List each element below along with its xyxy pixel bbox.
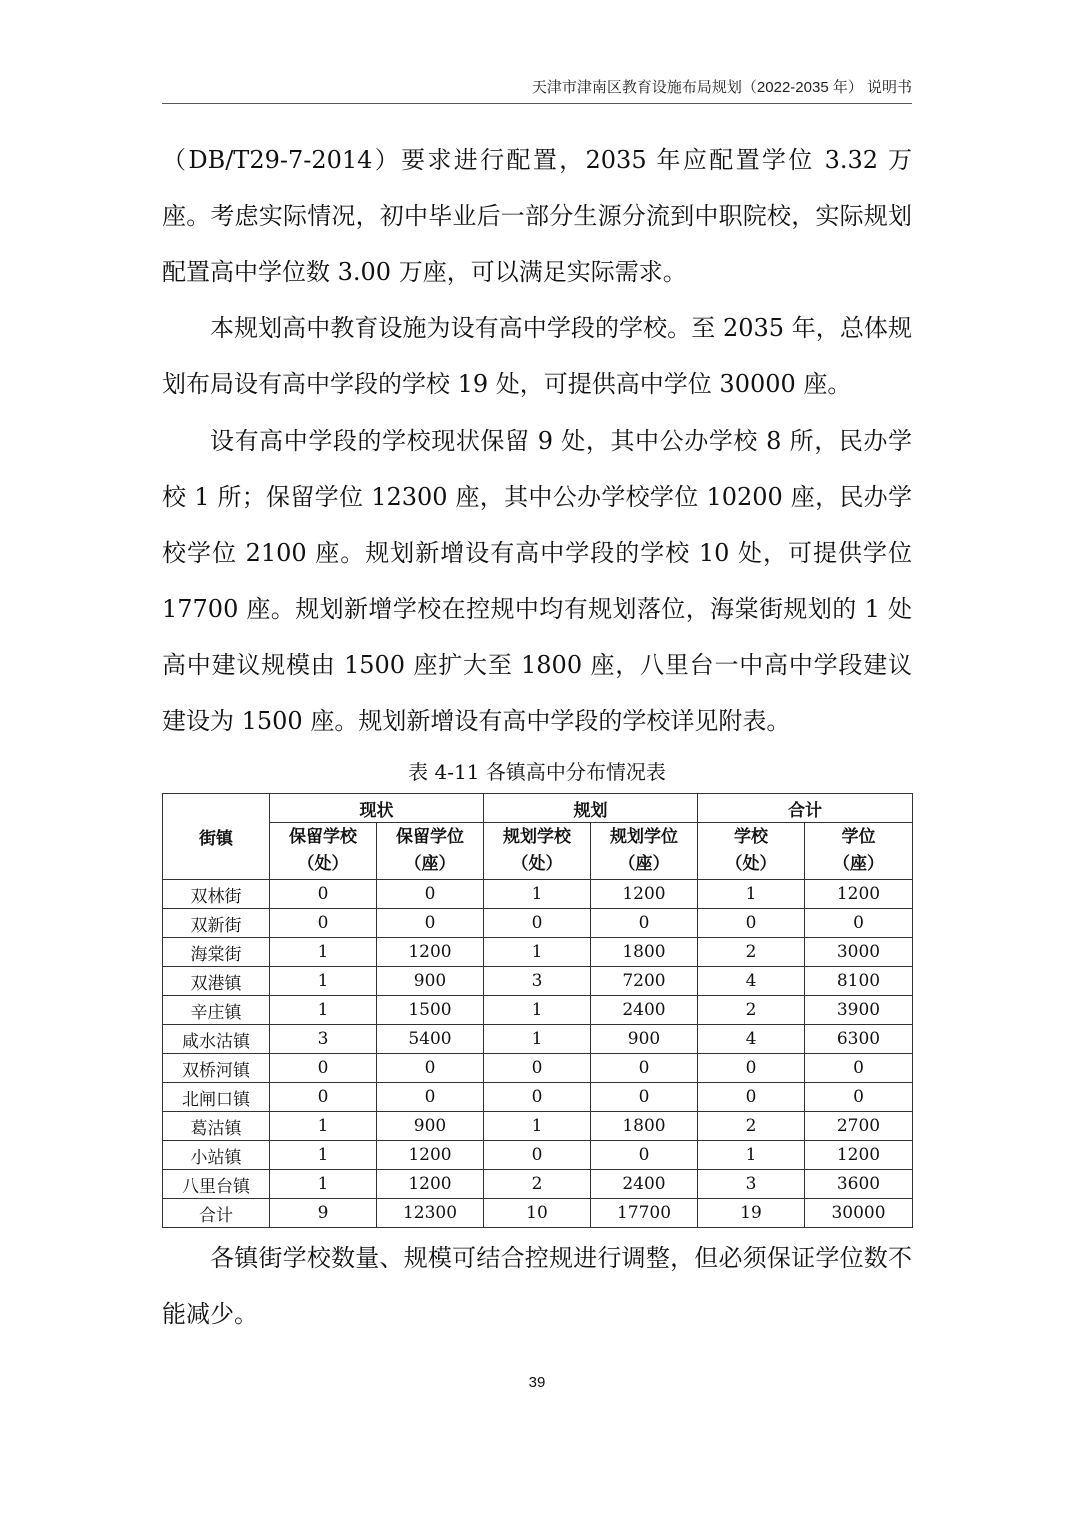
value-cell: 19 (698, 1199, 805, 1228)
subheader-cell (805, 823, 913, 880)
subheader-label: 学位 (841, 827, 876, 847)
value-cell: 1800 (591, 938, 698, 967)
street-name-cell: 双港镇 (163, 967, 270, 996)
street-name-cell: 北闸口镇 (163, 1083, 270, 1112)
value-cell: 1 (270, 1112, 377, 1141)
value-cell: 12300 (377, 1199, 484, 1228)
street-name-cell: 葛沽镇 (163, 1112, 270, 1141)
value-cell: 2 (484, 1170, 591, 1199)
header-divider (162, 103, 912, 104)
value-cell: 1 (484, 1112, 591, 1141)
subheader-label: 规划学校 (503, 827, 571, 847)
table-subheader-row (163, 823, 913, 880)
value-cell: 4 (698, 967, 805, 996)
street-name-cell: 双林街 (163, 880, 270, 909)
value-cell: 30000 (805, 1199, 913, 1228)
street-name-cell: 双新街 (163, 909, 270, 938)
value-cell: 0 (805, 909, 913, 938)
value-cell: 0 (377, 1083, 484, 1112)
value-cell: 3000 (805, 938, 913, 967)
subheader-label: 保留学位 (396, 827, 464, 847)
table-caption: 表 4-11 各镇高中分布情况表 (408, 760, 666, 784)
street-name-cell: 咸水沽镇 (163, 1025, 270, 1054)
value-cell: 4 (698, 1025, 805, 1054)
subheader-cell (484, 823, 591, 880)
table-row (163, 996, 913, 1025)
value-cell: 0 (270, 880, 377, 909)
value-cell: 1 (484, 938, 591, 967)
value-cell: 3900 (805, 996, 913, 1025)
header-total: 合计 (698, 794, 913, 823)
value-cell: 1200 (805, 1141, 913, 1170)
header-planned: 规划 (484, 794, 698, 823)
value-cell: 0 (270, 1083, 377, 1112)
document-header: 天津市津南区教育设施布局规划（2022-2035 年） 说明书 (531, 79, 912, 96)
value-cell: 2700 (805, 1112, 913, 1141)
header-current: 现状 (270, 794, 484, 823)
subheader-label: 保留学校 (289, 827, 357, 847)
value-cell: 0 (805, 1054, 913, 1083)
subheader-cell (270, 823, 377, 880)
subheader-unit: （座） (618, 854, 670, 874)
value-cell: 900 (591, 1025, 698, 1054)
subheader-cell (377, 823, 484, 880)
value-cell: 0 (591, 1083, 698, 1112)
value-cell: 0 (377, 880, 484, 909)
value-cell: 1 (270, 1170, 377, 1199)
value-cell: 900 (377, 967, 484, 996)
value-cell: 5400 (377, 1025, 484, 1054)
value-cell: 0 (377, 909, 484, 938)
subheader-cell (591, 823, 698, 880)
subheader-label: 规划学位 (610, 827, 678, 847)
value-cell: 1200 (377, 1141, 484, 1170)
value-cell: 1200 (591, 880, 698, 909)
value-cell: 10 (484, 1199, 591, 1228)
table-row (163, 1141, 913, 1170)
value-cell: 0 (484, 909, 591, 938)
value-cell: 3600 (805, 1170, 913, 1199)
street-name-cell: 辛庄镇 (163, 996, 270, 1025)
value-cell: 1200 (377, 1170, 484, 1199)
schools-table (162, 793, 913, 1228)
value-cell: 1 (698, 880, 805, 909)
subheader-label: 学校 (734, 827, 768, 847)
table-row (163, 1083, 913, 1112)
table-row (163, 1112, 913, 1141)
value-cell: 7200 (591, 967, 698, 996)
value-cell: 2400 (591, 1170, 698, 1199)
value-cell: 8100 (805, 967, 913, 996)
value-cell: 2 (698, 996, 805, 1025)
value-cell: 1 (484, 1025, 591, 1054)
paragraph-4: 各镇街学校数量、规模可结合控规进行调整，但必须保证学位数不能减少。 (162, 1244, 912, 1328)
paragraph-3: 设有高中学段的学校现状保留 9 处，其中公办学校 8 所，民办学校 1 所；保留学位 12300 座，其中公办学校学位 10200 座，民办学校学位 2100 座。规划新增设有高中学段的学校 10 处，可提供学位 17700 座。规划新增学校在控规中均有规划落位，海棠街规划的 1 处高中建议规模由 1500 座扩大至 1800 座，八里台一中高中学段建议建设为 1500 座。规划新增设有高中学段的学校详见附表。 (162, 427, 912, 735)
street-name-cell: 海棠街 (163, 938, 270, 967)
value-cell: 3 (484, 967, 591, 996)
street-name-cell: 小站镇 (163, 1141, 270, 1170)
value-cell: 0 (270, 1054, 377, 1083)
value-cell: 1 (698, 1141, 805, 1170)
value-cell: 0 (270, 909, 377, 938)
value-cell: 1500 (377, 996, 484, 1025)
street-name-cell: 双桥河镇 (163, 1054, 270, 1083)
table-row (163, 967, 913, 996)
value-cell: 9 (270, 1199, 377, 1228)
value-cell: 1 (270, 967, 377, 996)
value-cell: 0 (591, 1141, 698, 1170)
value-cell: 17700 (591, 1199, 698, 1228)
value-cell: 1 (484, 880, 591, 909)
value-cell: 0 (698, 1083, 805, 1112)
value-cell: 1200 (377, 938, 484, 967)
value-cell: 0 (591, 1054, 698, 1083)
value-cell: 0 (698, 1054, 805, 1083)
table-body (163, 880, 913, 1228)
street-name-cell: 合计 (163, 1199, 270, 1228)
value-cell: 0 (591, 909, 698, 938)
table-row (163, 1054, 913, 1083)
subheader-unit: （座） (833, 854, 884, 874)
subheader-unit: （处） (297, 854, 349, 874)
subheader-unit: （处） (725, 854, 777, 874)
header-street: 街镇 (163, 794, 270, 880)
table-row (163, 909, 913, 938)
subheader-unit: （处） (511, 854, 563, 874)
value-cell: 6300 (805, 1025, 913, 1054)
value-cell: 0 (484, 1054, 591, 1083)
value-cell: 900 (377, 1112, 484, 1141)
street-name-cell: 八里台镇 (163, 1170, 270, 1199)
value-cell: 2400 (591, 996, 698, 1025)
value-cell: 1 (484, 996, 591, 1025)
value-cell: 2 (698, 1112, 805, 1141)
table-header-row (163, 794, 913, 823)
value-cell: 1 (270, 1141, 377, 1170)
paragraph-1: （DB/T29-7-2014）要求进行配置，2035 年应配置学位 3.32 万座。考虑实际情况，初中毕业后一部分生源分流到中职院校，实际规划配置高中学位数 3.00 万座，可以满足实际需求。 (162, 146, 912, 286)
table-row (163, 1025, 913, 1054)
value-cell: 1200 (805, 880, 913, 909)
table-row (163, 938, 913, 967)
value-cell: 0 (698, 909, 805, 938)
value-cell: 0 (484, 1083, 591, 1112)
value-cell: 3 (698, 1170, 805, 1199)
value-cell: 1 (270, 938, 377, 967)
paragraph-2: 本规划高中教育设施为设有高中学段的学校。至 2035 年，总体规划布局设有高中学段的学校 19 处，可提供高中学位 30000 座。 (162, 314, 912, 398)
value-cell: 3 (270, 1025, 377, 1054)
subheader-unit: （座） (404, 854, 456, 874)
table-row (163, 1170, 913, 1199)
value-cell: 2 (698, 938, 805, 967)
table-row (163, 880, 913, 909)
subheader-cell (698, 823, 805, 880)
value-cell: 0 (805, 1083, 913, 1112)
value-cell: 0 (484, 1141, 591, 1170)
value-cell: 0 (377, 1054, 484, 1083)
value-cell: 1800 (591, 1112, 698, 1141)
table-row (163, 1199, 913, 1228)
page-number: 39 (528, 1374, 546, 1391)
value-cell: 1 (270, 996, 377, 1025)
